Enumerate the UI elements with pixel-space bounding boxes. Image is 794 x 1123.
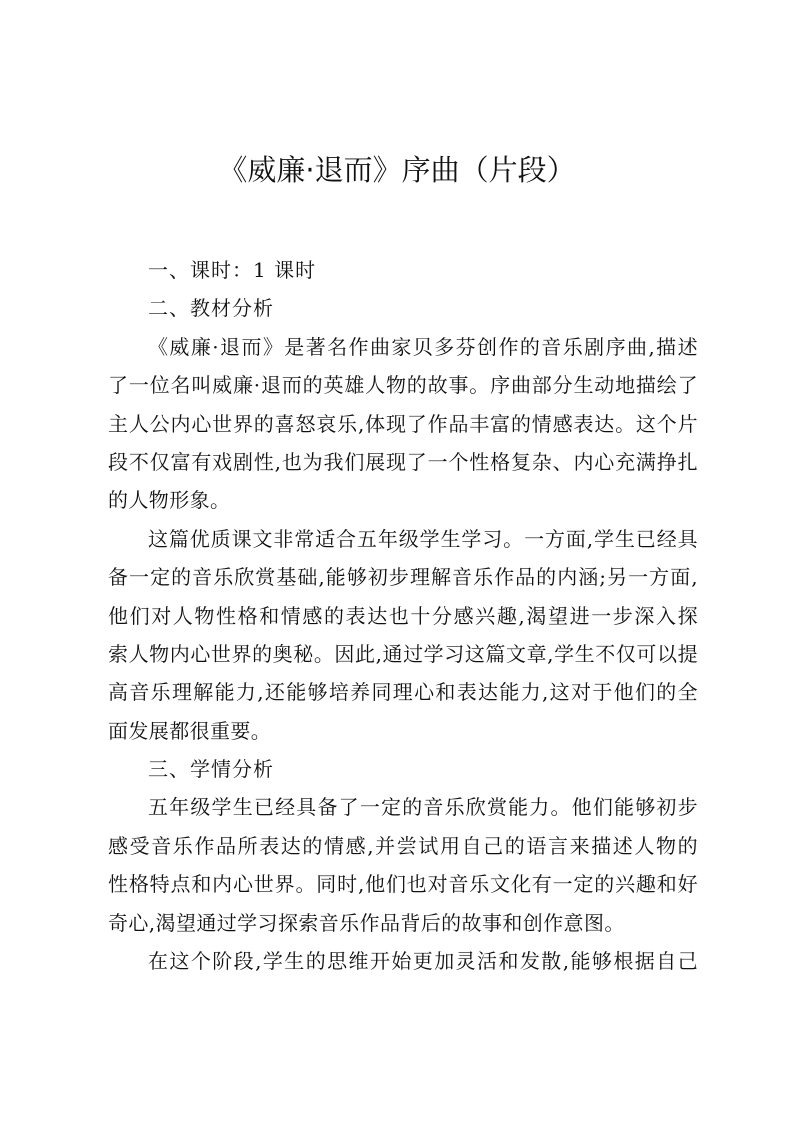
paragraph-line: 的人物形象。 xyxy=(108,488,231,513)
paragraph-line: 感受音乐作品所表达的情感,并尝试用自己的语言来描述人物的 xyxy=(108,833,698,858)
material-paragraph-2 xyxy=(108,520,698,750)
document-body xyxy=(108,251,698,980)
paragraph-line: 备一定的音乐欣赏基础,能够初步理解音乐作品的内涵;另一方面, xyxy=(108,565,698,590)
paragraph-line: 面发展都很重要。 xyxy=(108,718,272,743)
paragraph-line: 在这个阶段,学生的思维开始更加灵活和发散,能够根据自己 xyxy=(148,949,698,974)
material-paragraph-1 xyxy=(108,328,698,520)
paragraph-line: 索人物内心世界的奥秘。因此,通过学习这篇文章,学生不仅可以提 xyxy=(108,641,698,666)
document-title: 《威廉·退而》序曲（片段） xyxy=(218,153,576,187)
paragraph-line: 高音乐理解能力,还能够培养同理心和表达能力,这对于他们的全 xyxy=(108,680,698,705)
paragraph-line: 性格特点和内心世界。同时,他们也对音乐文化有一定的兴趣和好 xyxy=(108,872,698,897)
student-analysis-heading: 三、学情分析 xyxy=(148,757,274,782)
paragraph-line: 奇心,渴望通过学习探索音乐作品背后的故事和创作意图。 xyxy=(108,910,625,935)
paragraph-line: 段不仅富有戏剧性,也为我们展现了一个性格复杂、内心充满挣扎 xyxy=(108,449,698,474)
paragraph-line: 五年级学生已经具备了一定的音乐欣赏能力。他们能够初步 xyxy=(148,795,698,820)
students-paragraph-2 xyxy=(108,942,698,980)
students-paragraph-1 xyxy=(108,788,698,942)
paragraph-line: 了一位名叫威廉·退而的英雄人物的故事。序曲部分生动地描绘了 xyxy=(108,373,698,398)
paragraph-line: 这篇优质课文非常适合五年级学生学习。一方面,学生已经具 xyxy=(148,526,698,551)
paragraph-line: 《威廉·退而》是著名作曲家贝多芬创作的音乐剧序曲,描述 xyxy=(148,334,698,359)
material-analysis-heading: 二、教材分析 xyxy=(148,296,274,321)
lesson-time-line: 一、课时：1 课时 xyxy=(148,258,317,282)
paragraph-line: 主人公内心世界的喜怒哀乐,体现了作品丰富的情感表达。这个片 xyxy=(108,411,698,436)
paragraph-line: 他们对人物性格和情感的表达也十分感兴趣,渴望进一步深入探 xyxy=(108,603,698,628)
